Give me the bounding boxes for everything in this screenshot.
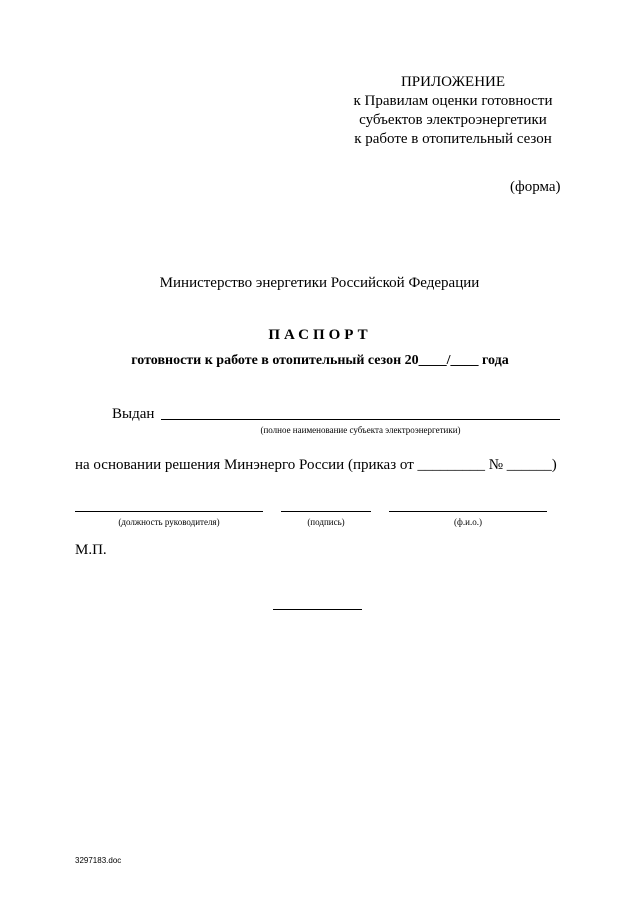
- issued-fill-line: [161, 419, 560, 420]
- position-fill-line: [75, 511, 263, 512]
- appendix-line-3: к работе в отопительный сезон: [354, 131, 552, 147]
- stamp-place-label: М.П.: [75, 542, 107, 558]
- file-name-footer: 3297183.doc: [75, 856, 122, 865]
- issued-label: Выдан: [112, 406, 155, 422]
- appendix-line-2: субъектов электроэнергетики: [359, 112, 547, 128]
- appendix-line-1: к Правилам оценки готовности: [353, 93, 553, 109]
- position-caption: (должность руководителя): [118, 517, 220, 527]
- ministry-name: [0, 275, 640, 292]
- ministry-text: Министерство энергетики Российской Федерации: [159, 275, 480, 291]
- basis-line: на основании решения Минэнерго России (приказ от _________ № ______): [75, 457, 557, 473]
- end-divider: [273, 609, 362, 610]
- signature-caption: (подпись): [307, 517, 345, 527]
- name-caption: (ф.и.о.): [454, 517, 482, 527]
- document-title: ПАСПОРТ: [268, 327, 372, 343]
- appendix-block: [340, 73, 566, 149]
- document-subtitle: готовности к работе в отопительный сезон 20____/____ года: [131, 353, 509, 368]
- form-label: (форма): [510, 179, 561, 195]
- signature-fill-line: [281, 511, 371, 512]
- issued-caption: (полное наименование субъекта электроэнергетики): [260, 425, 461, 435]
- appendix-heading: ПРИЛОЖЕНИЕ: [400, 74, 506, 90]
- name-fill-line: [389, 511, 547, 512]
